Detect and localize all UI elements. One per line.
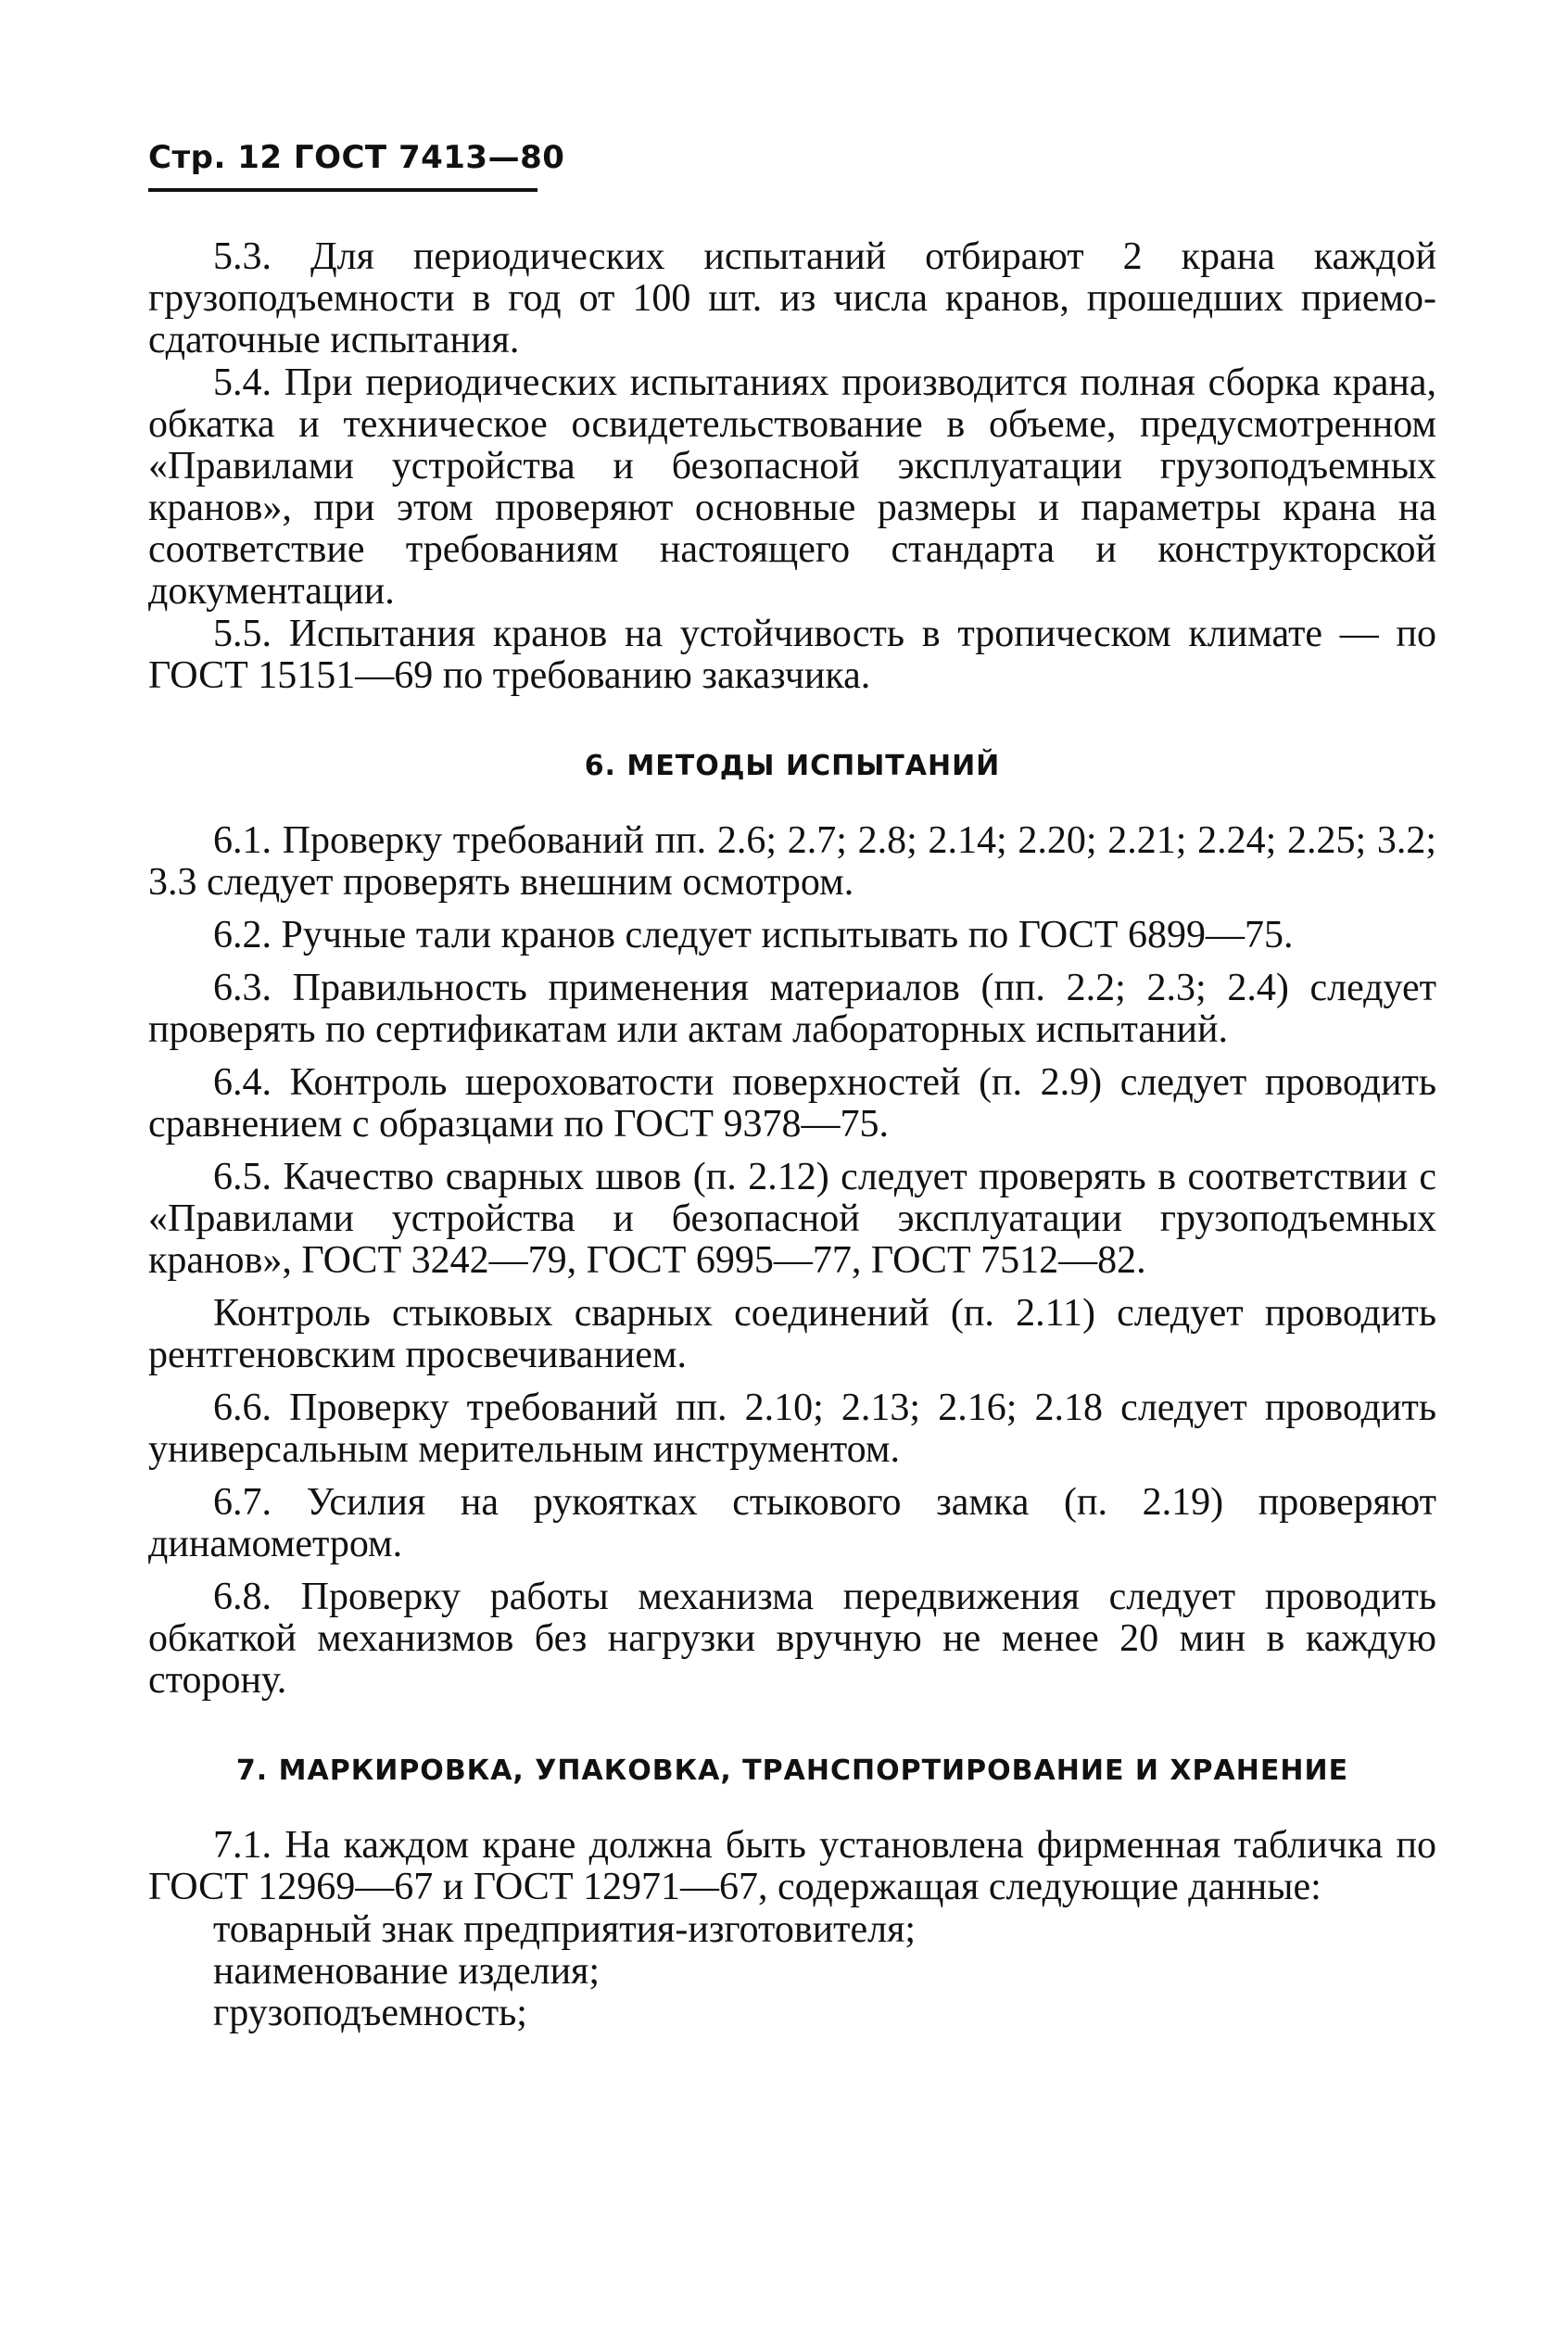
list-item: наименование изделия; (213, 1950, 601, 1993)
paragraph-5-5: 5.5. Испытания кранов на устойчивость в тропическом климате — по ГОСТ 15151—69 по требованию заказчика. (148, 613, 1436, 697)
paragraph-6-2: 6.2. Ручные тали кранов следует испытывать по ГОСТ 6899—75. (213, 914, 1294, 956)
paragraph-6-5-continued: Контроль стыковых сварных соединений (п. 2.11) следует проводить рентгеновским просвечиванием. (148, 1292, 1436, 1376)
paragraph-6-6: 6.6. Проверку требований пп. 2.10; 2.13; 2.16; 2.18 следует проводить универсальным мерительным инструментом. (148, 1387, 1436, 1471)
paragraph-6-5: 6.5. Качество сварных швов (п. 2.12) следует проверять в соответствии с «Правилами устройства и безопасной эксплуатации грузоподъемных кранов», ГОСТ 3242—79, ГОСТ 6995—77, ГОСТ 7512—82. (148, 1156, 1436, 1282)
document-body (148, 236, 1436, 2034)
paragraph-5-4: 5.4. При периодических испытаниях производится полная сборка крана, обкатка и техническое освидетельствование в объеме, предусмотренном «Правилами устройства и безопасной эксплуатации грузоподъемных кранов», при этом проверяют основные размеры и параметры крана на соответствие требованиям настоящего стандарта и конструкторской документации. (148, 361, 1436, 613)
paragraph-6-8: 6.8. Проверку работы механизма передвижения следует проводить обкаткой механизмов без нагрузки вручную не менее 20 мин в каждую сторону. (148, 1576, 1436, 1702)
paragraph-6-7: 6.7. Усилия на рукоятках стыкового замка (п. 2.19) проверяют динамометром. (148, 1481, 1436, 1565)
page-header: Стр. 12 ГОСТ 7413—80 (148, 139, 565, 176)
header-rule (148, 188, 537, 192)
section-title-7: 7. МАРКИРОВКА, УПАКОВКА, ТРАНСПОРТИРОВАНИЕ И ХРАНЕНИЕ (235, 1754, 1349, 1787)
paragraph-5-3: 5.3. Для периодических испытаний отбирают 2 крана каждой грузоподъемности в год от 100 шт. из числа кранов, прошедших приемо-сдаточные испытания. (148, 235, 1436, 361)
paragraph-6-3: 6.3. Правильность применения материалов (пп. 2.2; 2.3; 2.4) следует проверять по сертификатам или актам лабораторных испытаний. (148, 967, 1436, 1051)
paragraph-6-4: 6.4. Контроль шероховатости поверхностей (п. 2.9) следует проводить сравнением с образцами по ГОСТ 9378—75. (148, 1061, 1436, 1146)
list-item: товарный знак предприятия-изготовителя; (213, 1908, 917, 1951)
section-title-6: 6. МЕТОДЫ ИСПЫТАНИЙ (584, 750, 1001, 782)
list-item: грузоподъемность; (213, 1992, 527, 2034)
paragraph-6-1: 6.1. Проверку требований пп. 2.6; 2.7; 2.8; 2.14; 2.20; 2.21; 2.24; 2.25; 3.2; 3.3 следует проверять внешним осмотром. (148, 819, 1436, 904)
paragraph-7-1: 7.1. На каждом кране должна быть установлена фирменная табличка по ГОСТ 12969—67 и ГОСТ 12971—67, содержащая следующие данные: (148, 1824, 1436, 1908)
